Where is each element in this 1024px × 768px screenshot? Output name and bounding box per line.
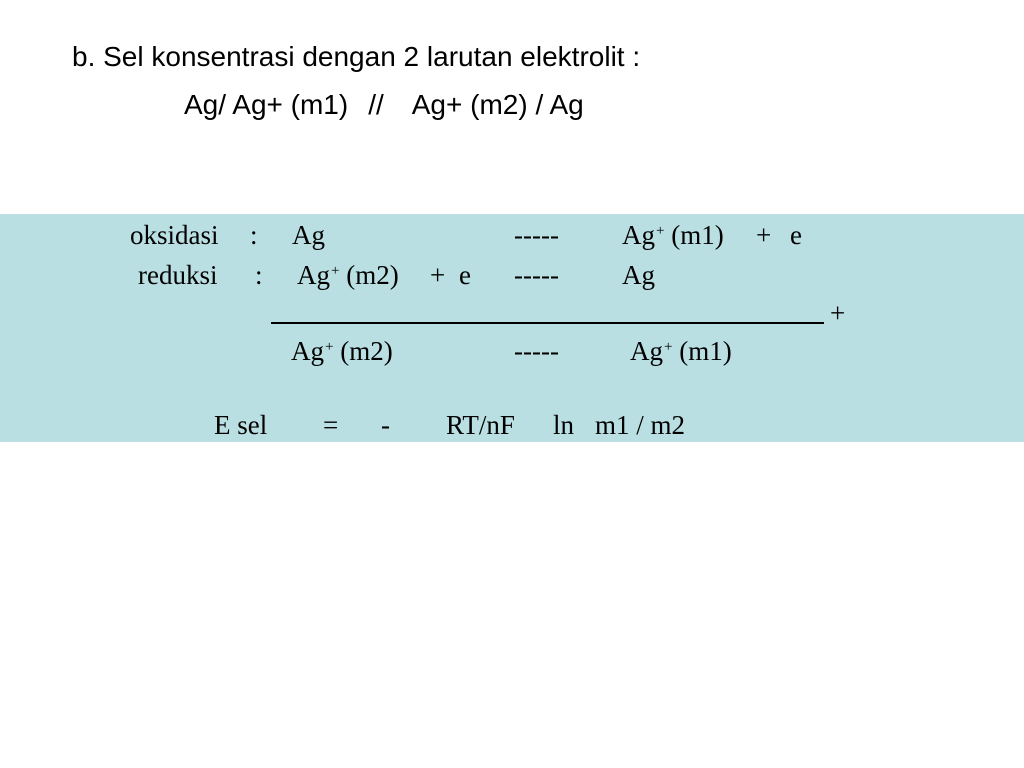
reduction-label: reduksi: [138, 260, 218, 290]
equation-equals: =: [323, 410, 339, 440]
cell-right: Ag+ (m2) / Ag: [411, 89, 584, 120]
oxidation-product: Ag+ (m1): [622, 220, 724, 250]
sum-plus-sign: +: [830, 298, 846, 328]
oxidation-plus: +: [756, 220, 772, 250]
reduction-reactant: Ag+ (m2): [297, 260, 399, 290]
reduction-plus: +: [430, 260, 446, 290]
equation-lhs: E sel: [214, 410, 268, 440]
cell-separator: //: [368, 89, 384, 120]
overall-arrow: -----: [514, 336, 559, 366]
oxidation-label: oksidasi: [130, 220, 219, 250]
equation-ln: ln: [553, 410, 575, 440]
equation-factor: RT/nF: [446, 410, 515, 440]
reaction-panel: [0, 214, 1024, 442]
reduction-product: Ag: [622, 260, 655, 290]
oxidation-reactant: Ag: [292, 220, 325, 250]
equation-ratio: m1 / m2: [595, 410, 686, 440]
sum-divider-line: [271, 322, 824, 324]
reduction-arrow: -----: [514, 260, 559, 290]
slide-heading: b. Sel konsentrasi dengan 2 larutan elektrolit :: [72, 41, 641, 72]
oxidation-arrow: -----: [514, 220, 559, 250]
overall-reactant: Ag+ (m2): [291, 336, 393, 366]
reduction-electron: e: [459, 260, 471, 290]
overall-product: Ag+ (m1): [630, 336, 732, 366]
oxidation-colon: :: [250, 220, 258, 250]
oxidation-electron: e: [790, 220, 802, 250]
cell-left: Ag/ Ag+ (m1): [184, 89, 349, 120]
cell-notation: [184, 88, 584, 122]
equation-sign: -: [381, 410, 390, 440]
reduction-colon: :: [255, 260, 263, 290]
